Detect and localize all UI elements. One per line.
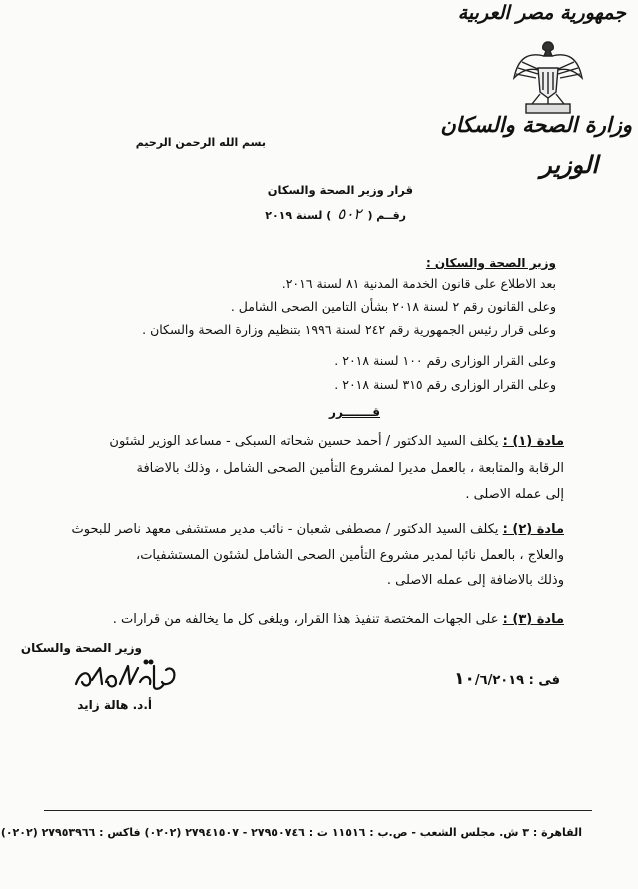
article-1-text: يكلف السيد الدكتور / أحمد حسين شحاته السبكى - مساعد الوزير لشئون — [109, 434, 499, 449]
article-2-label: مادة (٢) : — [502, 522, 564, 537]
date-day: ١٠ — [454, 669, 475, 689]
eagle-emblem-icon — [508, 34, 588, 118]
letterhead-country: جمهورية مصر العربية — [457, 2, 626, 24]
article-2-text: يكلف السيد الدكتور / مصطفى شعبان - نائب مدير مستشفى معهد ناصر للبحوث — [71, 522, 499, 537]
signer-name: أ.د. هالة زايد — [77, 698, 152, 712]
basmala: بسم الله الرحمن الرحيم — [135, 136, 266, 149]
footer-address: القاهرة : ٣ ش. مجلس الشعب - ص.ب : ١١٥١٦ ت : ٢٧٩٥٠٧٤٦ - ٢٧٩٤١٥٠٧ (٠٢٠٢) فاكس : ٢٧٩٥٣٩٦٦ (٠٢٠٢) — [0, 826, 582, 839]
preamble-line: بعد الاطلاع على قانون الخدمة المدنية ٨١ لسنة ٢٠١٦. — [281, 276, 556, 291]
date-label: فى : — [528, 673, 560, 688]
decree-number-line — [265, 205, 406, 223]
article-1-label: مادة (١) : — [502, 434, 564, 449]
letterhead-ministry: وزارة الصحة والسكان — [440, 112, 632, 137]
article-1-line — [109, 434, 564, 449]
preamble-line: وعلى قرار رئيس الجمهورية رقم ٢٤٢ لسنة ١٩٩٦ بتنظيم وزارة الصحة والسكان . — [142, 322, 556, 337]
decision-heading: قـــــــرر — [329, 405, 380, 419]
article-1-line: إلى عمله الاصلى . — [465, 487, 564, 502]
decree-number-suffix: ) لسنة ٢٠١٩ — [265, 209, 332, 222]
addressee: وزير الصحة والسكان : — [425, 256, 556, 270]
handwritten-signature-icon — [70, 654, 180, 696]
article-2-line: وذلك بالاضافة إلى عمله الاصلى . — [386, 573, 564, 588]
article-3-text: على الجهات المختصة تنفيذ هذا القرار، ويلغى كل ما يخالفه من قرارات . — [112, 612, 499, 627]
article-3-label: مادة (٣) : — [502, 612, 564, 627]
decree-number: ٥٠٢ — [337, 205, 362, 223]
preamble-line: وعلى القرار الوزارى رقم ١٠٠ لسنة ٢٠١٨ . — [334, 353, 556, 368]
preamble-line: وعلى القانون رقم ٢ لسنة ٢٠١٨ بشأن التامين الصحى الشامل . — [230, 299, 556, 314]
article-3-line — [113, 612, 564, 627]
decree-number-prefix: رقــم ( — [367, 209, 406, 222]
article-2-line — [72, 522, 564, 537]
article-1-line: الرقابة والمتابعة ، بالعمل مديرا لمشروع التأمين الصحى الشامل ، وذلك بالاضافة — [136, 461, 564, 476]
signature-title: وزير الصحة والسكان — [20, 641, 142, 655]
letterhead-office: الوزير — [540, 150, 598, 179]
decree-date — [454, 669, 560, 689]
date-rest: /٦/٢٠١٩ — [474, 673, 525, 688]
article-2-line: والعلاج ، بالعمل نائبا لمدير مشروع التأمين الصحى الشامل لشئون المستشفيات، — [136, 548, 564, 563]
decree-title: قرار وزير الصحة والسكان — [267, 183, 413, 197]
footer-divider — [44, 810, 592, 811]
preamble-line: وعلى القرار الوزارى رقم ٣١٥ لسنة ٢٠١٨ . — [334, 377, 556, 392]
